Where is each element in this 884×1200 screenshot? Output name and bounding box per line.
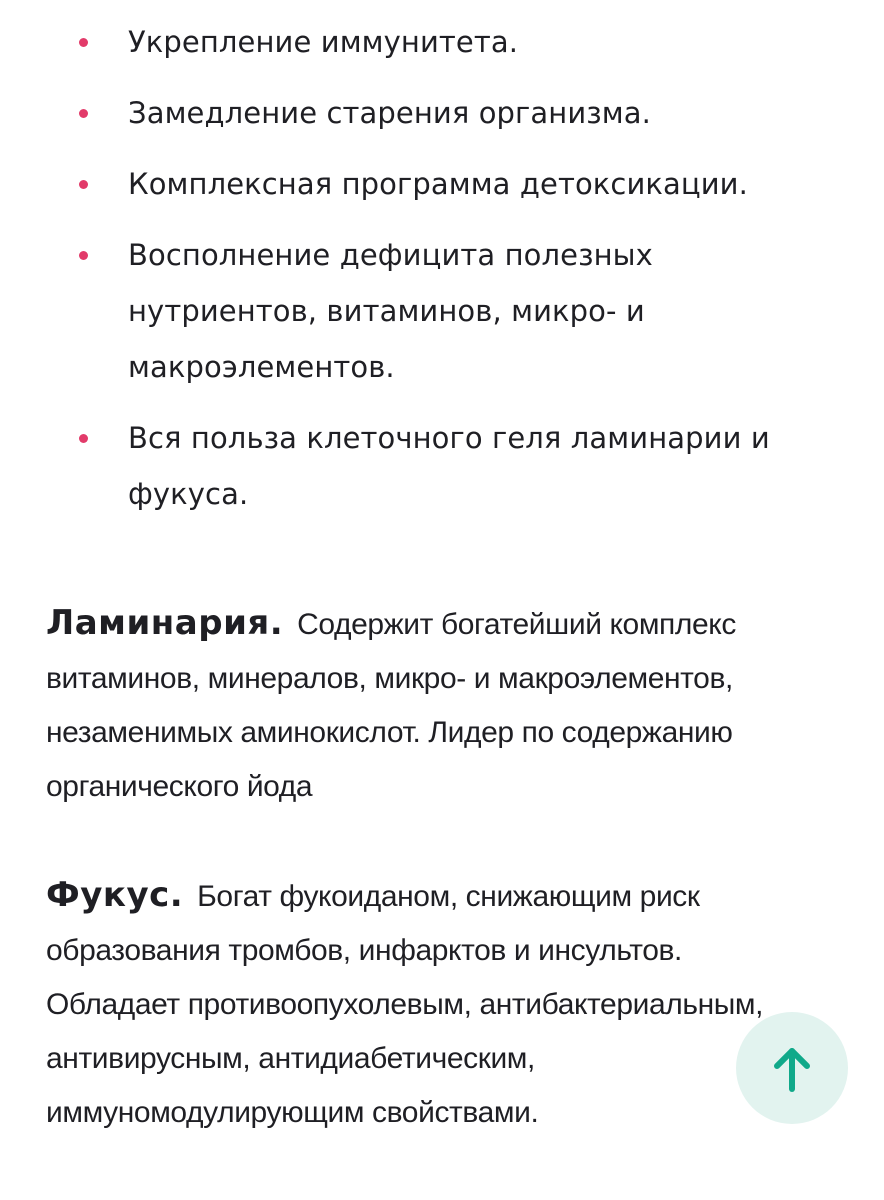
list-item-text: Укрепление иммунитета. [128,25,519,59]
list-item [0,85,884,141]
arrow-up-icon [772,1046,812,1092]
laminaria-title: Ламинария. [46,603,284,643]
laminaria-paragraph [46,596,846,814]
fucus-paragraph [46,868,806,1140]
bullet-dot-icon [79,434,88,443]
bullet-dot-icon [79,180,88,189]
bullet-dot-icon [79,251,88,260]
scroll-to-top-button[interactable] [736,1012,848,1124]
fucus-title: Фукус. [46,875,184,915]
list-item-text: Комплексная программа детоксикации. [128,167,748,201]
fucus-text: Богат фукоиданом, снижающим риск образования тромбов, инфарктов и инсультов. Обладает противоопухолевым, антибактериальным, антивирусным, антидиабетическим, иммуномодулирующим свойствами. [46,880,764,1129]
list-item [0,14,884,70]
list-item-text: Вся польза клеточного геля ламинарии и фукуса. [128,421,770,511]
list-item [0,410,884,522]
list-item [0,227,884,395]
list-item-text: Восполнение дефицита полезных нутриентов, витаминов, микро- и макроэлементов. [128,238,653,384]
bullet-dot-icon [79,109,88,118]
laminaria-text: Содержит богатейший комплекс витаминов, минералов, микро- и макроэлементов, незаменимых аминокислот. Лидер по содержанию органического йода [46,608,736,803]
bullet-dot-icon [79,38,88,47]
list-item [0,156,884,212]
benefits-list [0,14,884,537]
list-item-text: Замедление старения организма. [128,96,651,130]
